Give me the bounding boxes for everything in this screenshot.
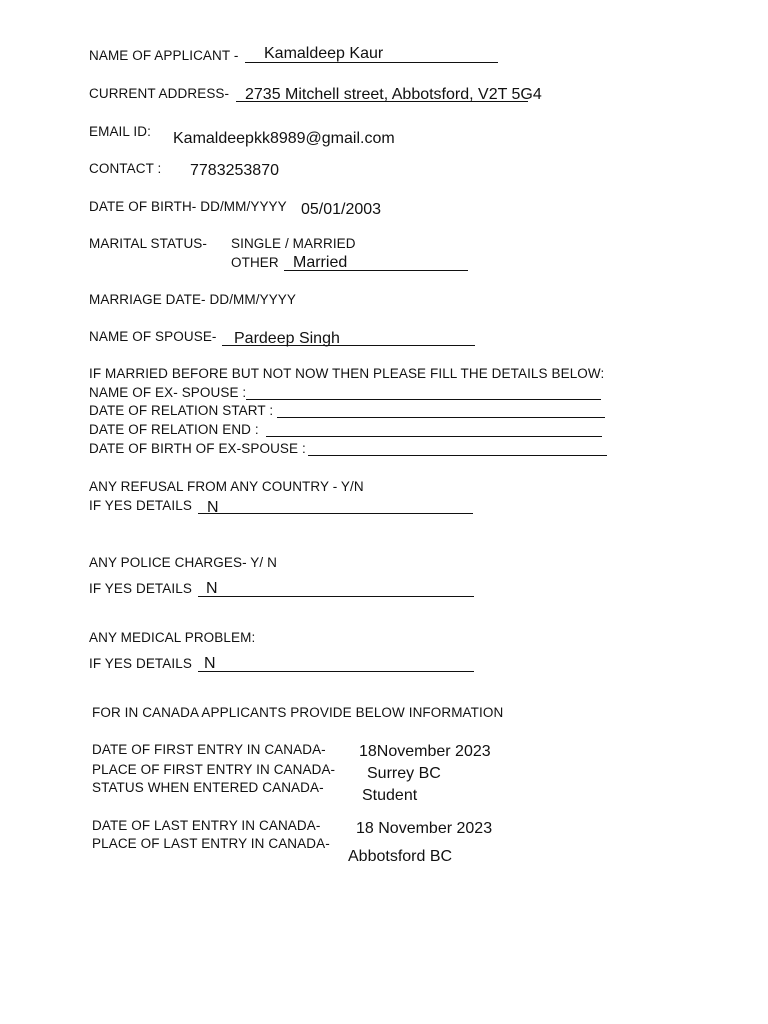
ex-spouse-dob-label: DATE OF BIRTH OF EX-SPOUSE : bbox=[89, 441, 306, 456]
refusal-label: ANY REFUSAL FROM ANY COUNTRY - Y/N bbox=[89, 479, 364, 494]
police-details-value: N bbox=[206, 580, 218, 597]
refusal-details-line bbox=[198, 513, 473, 514]
marriage-date-label: MARRIAGE DATE- DD/MM/YYYY bbox=[89, 292, 297, 307]
name-of-spouse-label: NAME OF SPOUSE- bbox=[89, 329, 217, 344]
current-address-value: 2735 Mitchell street, Abbotsford, V2T 5G4 bbox=[245, 86, 542, 103]
marital-status-options: SINGLE / MARRIED bbox=[231, 236, 356, 251]
status-entered-label: STATUS WHEN ENTERED CANADA- bbox=[92, 780, 324, 795]
medical-details-value: N bbox=[204, 655, 216, 672]
name-of-applicant-label: NAME OF APPLICANT - bbox=[89, 48, 239, 63]
ex-spouse-name-line bbox=[246, 399, 601, 400]
date-of-birth-value: 05/01/2003 bbox=[301, 201, 382, 218]
marital-status-label: MARITAL STATUS- bbox=[89, 236, 208, 251]
ex-spouse-intro: IF MARRIED BEFORE BUT NOT NOW THEN PLEASE FILL THE DETAILS BELOW: bbox=[89, 366, 605, 381]
ex-spouse-dob-line bbox=[308, 455, 607, 456]
ex-relation-start-label: DATE OF RELATION START : bbox=[89, 403, 274, 418]
police-charges-label: ANY POLICE CHARGES- Y/ N bbox=[89, 555, 277, 570]
marital-status-other-value: Married bbox=[293, 254, 348, 271]
contact-label: CONTACT : bbox=[89, 161, 162, 176]
ex-relation-start-line bbox=[277, 417, 605, 418]
ex-spouse-name-label: NAME OF EX- SPOUSE : bbox=[89, 385, 247, 400]
name-of-applicant-value: Kamaldeep Kaur bbox=[264, 45, 384, 62]
first-entry-date-value: 18November 2023 bbox=[359, 743, 491, 760]
contact-value: 7783253870 bbox=[190, 162, 279, 179]
medical-problem-label: ANY MEDICAL PROBLEM: bbox=[89, 630, 256, 645]
police-details-line bbox=[198, 596, 474, 597]
current-address-label: CURRENT ADDRESS- bbox=[89, 86, 230, 101]
last-entry-date-value: 18 November 2023 bbox=[356, 820, 493, 837]
medical-details-label: IF YES DETAILS bbox=[89, 656, 192, 671]
ex-relation-end-label: DATE OF RELATION END : bbox=[89, 422, 259, 437]
first-entry-place-label: PLACE OF FIRST ENTRY IN CANADA- bbox=[92, 762, 336, 777]
name-of-spouse-value: Pardeep Singh bbox=[234, 330, 340, 347]
first-entry-date-label: DATE OF FIRST ENTRY IN CANADA- bbox=[92, 742, 326, 757]
status-entered-value: Student bbox=[362, 787, 418, 804]
email-label: EMAIL ID: bbox=[89, 124, 151, 139]
canada-heading: FOR IN CANADA APPLICANTS PROVIDE BELOW INFORMATION bbox=[92, 705, 504, 720]
medical-details-line bbox=[198, 671, 474, 672]
marital-status-other-label: OTHER bbox=[231, 255, 279, 270]
last-entry-date-label: DATE OF LAST ENTRY IN CANADA- bbox=[92, 818, 321, 833]
date-of-birth-label: DATE OF BIRTH- DD/MM/YYYY bbox=[89, 199, 287, 214]
email-value: Kamaldeepkk8989@gmail.com bbox=[173, 130, 395, 147]
last-entry-place-value: Abbotsford BC bbox=[348, 848, 453, 865]
refusal-details-label: IF YES DETAILS bbox=[89, 498, 192, 513]
refusal-details-value: N bbox=[207, 499, 219, 516]
first-entry-place-value: Surrey BC bbox=[367, 765, 441, 782]
last-entry-place-label: PLACE OF LAST ENTRY IN CANADA- bbox=[92, 836, 330, 851]
police-details-label: IF YES DETAILS bbox=[89, 581, 192, 596]
ex-relation-end-line bbox=[266, 436, 602, 437]
